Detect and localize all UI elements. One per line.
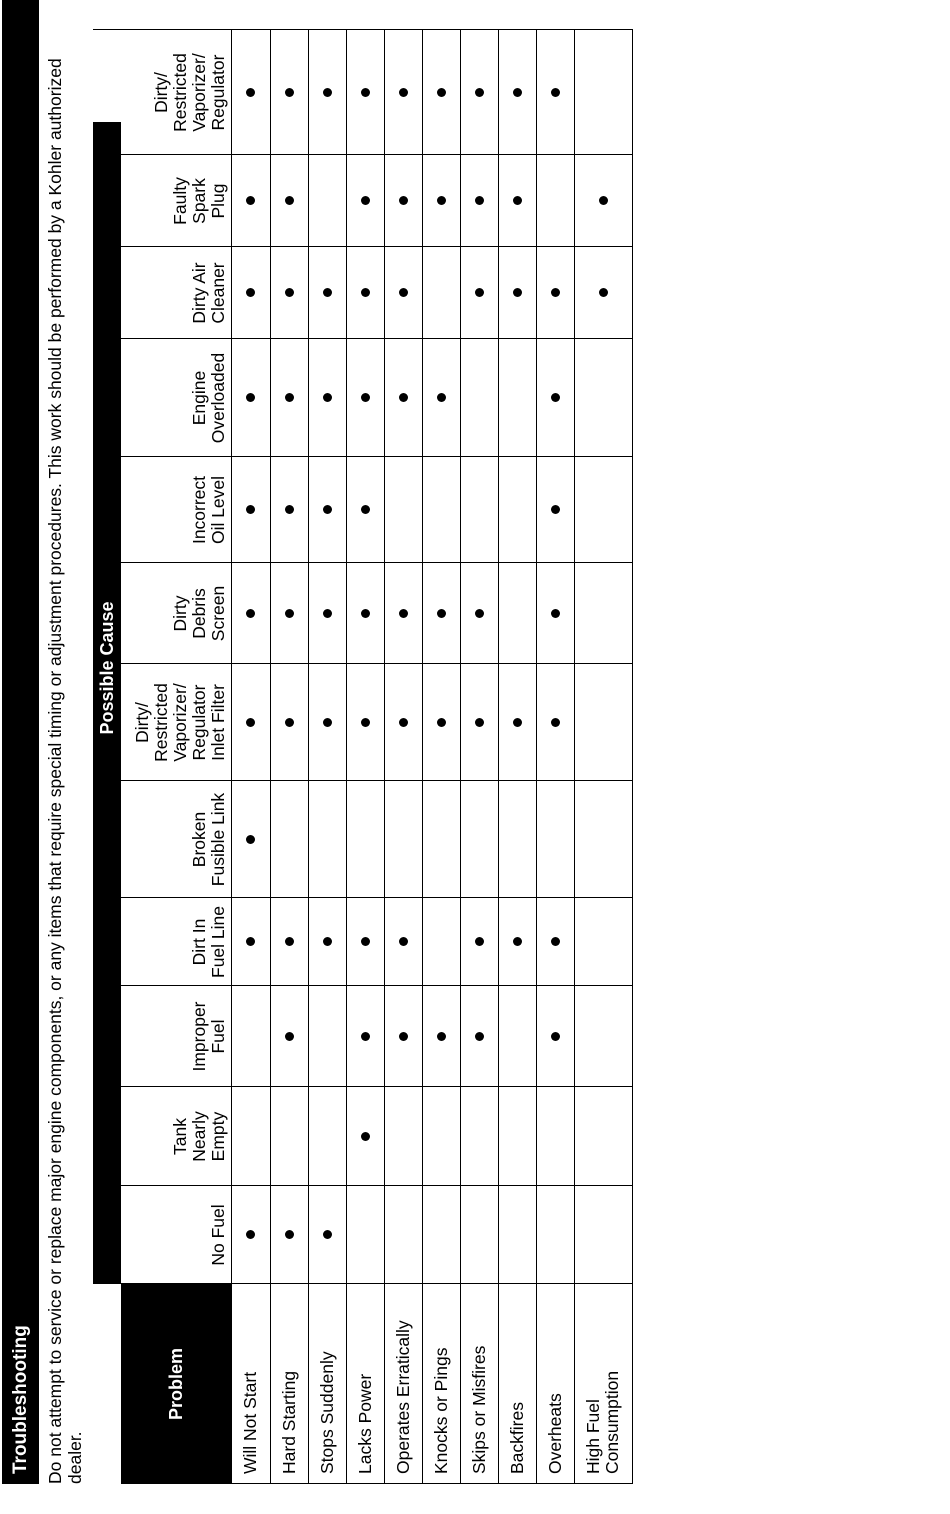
possible-cause-label: Possible Cause (97, 601, 117, 735)
table-grid-line (121, 562, 633, 563)
table-grid-line (93, 29, 633, 30)
table-grid-line (121, 663, 633, 664)
table-grid-line (270, 29, 271, 1484)
table-grid-line (231, 29, 232, 1484)
table-grid-line (121, 985, 633, 986)
problem-label: Overheats (544, 1393, 565, 1474)
column-header: Dirty/ Restricted Vaporizer/ Regulator (151, 53, 228, 132)
column-header: Improper Fuel (189, 1001, 228, 1072)
cause-mark (323, 394, 332, 403)
cause-mark (246, 938, 255, 947)
cause-mark (475, 609, 484, 618)
column-header: No Fuel (208, 1204, 228, 1266)
cause-mark (399, 718, 408, 727)
column-header: Broken Fusible Link (189, 792, 228, 887)
cause-mark (399, 394, 408, 403)
cause-mark (551, 506, 560, 515)
cause-mark (361, 718, 370, 727)
column-header: Dirt In Fuel Line (189, 906, 228, 978)
problem-label: Knocks or Pings (430, 1347, 451, 1474)
cause-mark (475, 718, 484, 727)
cause-mark (513, 938, 522, 947)
cause-mark (323, 88, 332, 97)
cause-mark (323, 289, 332, 298)
table-grid-line (632, 29, 633, 1484)
cause-mark (399, 938, 408, 947)
table-grid-line (422, 29, 423, 1484)
cause-mark (475, 1032, 484, 1041)
table-grid-line (460, 29, 461, 1484)
possible-cause-header (93, 122, 121, 1284)
cause-mark (399, 289, 408, 298)
cause-mark (437, 718, 446, 727)
cause-mark (246, 289, 255, 298)
column-header: Dirty Air Cleaner (189, 262, 228, 324)
table-grid-line (121, 1483, 122, 1484)
cause-mark (285, 88, 294, 97)
cause-mark (437, 197, 446, 206)
cause-mark (399, 88, 408, 97)
cause-mark (323, 718, 332, 727)
problem-label: Hard Starting (278, 1370, 299, 1474)
column-header: Incorrect Oil Level (189, 475, 228, 545)
cause-mark (399, 197, 408, 206)
cause-mark (246, 506, 255, 515)
cause-mark (285, 938, 294, 947)
cause-mark (475, 289, 484, 298)
cause-mark (599, 197, 608, 206)
table-grid-line (121, 154, 633, 155)
table-grid-line (121, 246, 633, 247)
cause-mark (551, 394, 560, 403)
cause-mark (551, 88, 560, 97)
cause-mark (246, 394, 255, 403)
cause-mark (437, 1032, 446, 1041)
table-grid-line (121, 1185, 633, 1186)
cause-mark (246, 718, 255, 727)
column-header: Dirty/ Restricted Vaporizer/ Regulator Inlet Filter (132, 683, 228, 762)
cause-mark (551, 938, 560, 947)
cause-mark (285, 289, 294, 298)
table-grid-line (121, 1283, 633, 1284)
cause-mark (361, 938, 370, 947)
problem-header-label: Problem (165, 1347, 186, 1421)
problem-header (121, 1284, 231, 1484)
column-header: Tank Nearly Empty (170, 1111, 228, 1162)
problem-label: Lacks Power (354, 1373, 375, 1474)
cause-mark (323, 1231, 332, 1240)
cause-mark (437, 394, 446, 403)
cause-mark (246, 197, 255, 206)
problem-label: Operates Erratically (392, 1320, 413, 1474)
problem-label: Will Not Start (240, 1371, 260, 1474)
cause-mark (361, 609, 370, 618)
cause-mark (513, 88, 522, 97)
cause-mark (323, 609, 332, 618)
cause-mark (246, 609, 255, 618)
cause-mark (475, 197, 484, 206)
cause-mark (361, 1132, 370, 1141)
cause-mark (437, 609, 446, 618)
cause-mark (513, 197, 522, 206)
column-header: Engine Overloaded (189, 352, 228, 444)
cause-mark (361, 394, 370, 403)
cause-mark (285, 718, 294, 727)
cause-mark (361, 1032, 370, 1041)
table-grid-line (121, 897, 633, 898)
cause-mark (361, 88, 370, 97)
column-header: Faulty Spark Plug (170, 177, 228, 225)
table-grid-line (308, 29, 309, 1484)
section-title: Troubleshooting (2, 0, 39, 1484)
table-grid-line (121, 1086, 633, 1087)
cause-mark (513, 718, 522, 727)
cause-mark (361, 289, 370, 298)
table-grid-line (498, 29, 499, 1484)
problem-label: Skips or Misfires (468, 1345, 489, 1474)
table-grid-line (346, 29, 347, 1484)
cause-mark (361, 197, 370, 206)
cause-mark (551, 1032, 560, 1041)
cause-mark (246, 835, 255, 844)
column-header: Dirty Debris Screen (170, 585, 228, 642)
table-grid-line (384, 29, 385, 1484)
cause-mark (285, 609, 294, 618)
problem-label: Backfires (506, 1402, 527, 1474)
cause-mark (551, 718, 560, 727)
cause-mark (551, 609, 560, 618)
cause-mark (285, 394, 294, 403)
table-grid-line (574, 29, 575, 1484)
cause-mark (285, 506, 294, 515)
table-grid-line (536, 29, 537, 1484)
cause-mark (513, 289, 522, 298)
cause-mark (361, 506, 370, 515)
problem-label: High Fuel Consumption (583, 1370, 622, 1474)
cause-mark (285, 1231, 294, 1240)
intro-paragraph: Do not attempt to service or replace major engine components, or any items that require special timing or adjustment procedures. This work should be performed by a Kohler authorized dealer. (45, 58, 85, 1484)
cause-mark (475, 938, 484, 947)
cause-mark (285, 1032, 294, 1041)
cause-mark (246, 1231, 255, 1240)
table-grid-line (121, 1483, 633, 1484)
cause-mark (323, 938, 332, 947)
cause-mark (599, 289, 608, 298)
table-grid-line (121, 456, 633, 457)
cause-mark (399, 609, 408, 618)
cause-mark (551, 289, 560, 298)
cause-mark (246, 88, 255, 97)
cause-mark (475, 88, 484, 97)
cause-mark (323, 506, 332, 515)
cause-mark (437, 88, 446, 97)
table-grid-line (121, 338, 633, 339)
table-grid-line (121, 780, 633, 781)
cause-mark (285, 197, 294, 206)
problem-label: Stops Suddenly (316, 1351, 337, 1474)
cause-mark (399, 1032, 408, 1041)
